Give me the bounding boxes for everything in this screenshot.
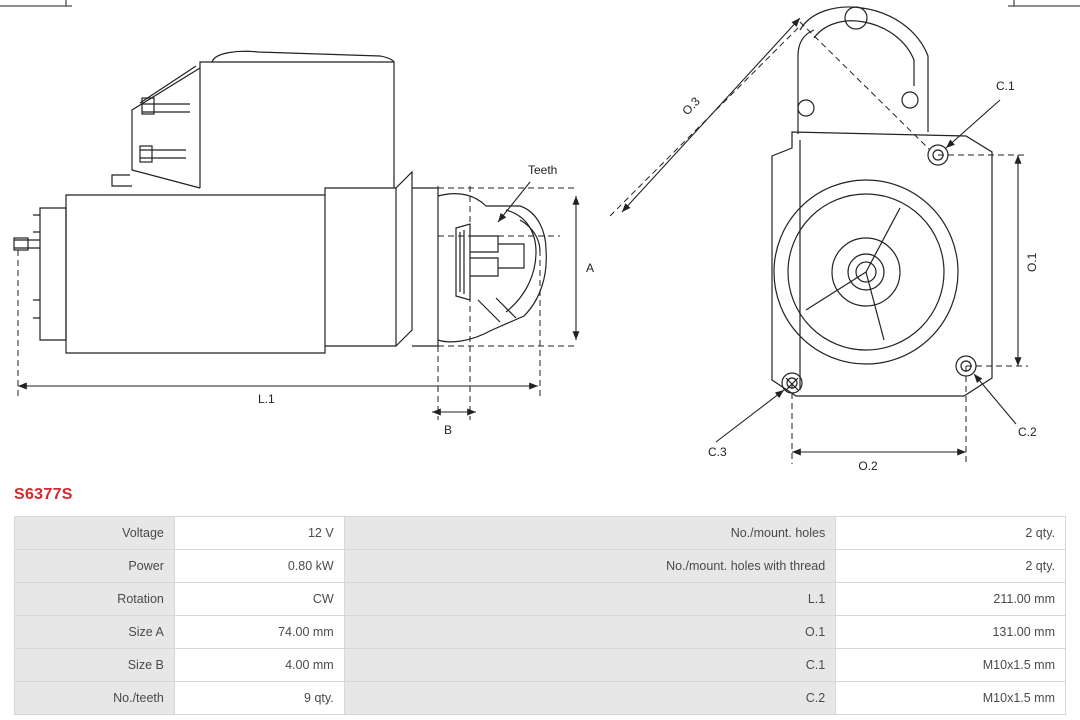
dimension-label-a: A [586,261,595,275]
dimension-label-l1: L.1 [258,392,275,406]
dimension-size-a [576,196,594,340]
spec-value-o1: 131.00 mm [836,616,1066,649]
spec-label-voltage: Voltage [15,517,175,550]
registration-marks [0,0,1080,6]
spec-value-no-teeth: 9 qty. [174,682,344,715]
dimension-o1 [1018,155,1039,366]
side-view-witness-lines [18,186,576,420]
table-row [15,649,1066,682]
starter-side-view [14,51,546,353]
dimension-label-o3: O.3 [679,94,703,118]
spec-label-c1: C.1 [344,649,836,682]
table-row [15,682,1066,715]
dimension-size-b [432,412,476,437]
spec-value-mount-holes: 2 qty. [836,517,1066,550]
callout-c1 [946,79,1015,148]
spec-value-mount-holes-thread: 2 qty. [836,550,1066,583]
dimension-o3 [622,18,800,212]
spec-label-rotation: Rotation [15,583,175,616]
callout-teeth [498,163,557,222]
part-number: S6377S [14,486,73,503]
spec-label-mount-holes: No./mount. holes [344,517,836,550]
dimension-label-o1: O.1 [1025,252,1039,272]
spec-value-size-b: 4.00 mm [174,649,344,682]
spec-label-l1: L.1 [344,583,836,616]
spec-value-rotation: CW [174,583,344,616]
spec-label-no-teeth: No./teeth [15,682,175,715]
table-row [15,583,1066,616]
table-row [15,517,1066,550]
spec-label-power: Power [15,550,175,583]
callout-label-c1: C.1 [996,79,1015,93]
spec-value-c2: M10x1.5 mm [836,682,1066,715]
dimension-label-o2: O.2 [858,459,878,473]
spec-value-size-a: 74.00 mm [174,616,344,649]
spec-value-power: 0.80 kW [174,550,344,583]
callout-label-c2: C.2 [1018,425,1037,439]
callout-label-teeth: Teeth [528,163,558,177]
table-row [15,550,1066,583]
dimension-o2 [792,452,966,473]
dimension-length-l1 [18,386,538,406]
spec-label-size-b: Size B [15,649,175,682]
specifications-table [14,516,1066,715]
spec-value-voltage: 12 V [174,517,344,550]
spec-value-l1: 211.00 mm [836,583,1066,616]
dimension-label-b: B [444,423,453,437]
spec-label-o1: O.1 [344,616,836,649]
callout-c3 [708,390,784,459]
spec-label-mount-holes-thread: No./mount. holes with thread [344,550,836,583]
starter-front-view [772,7,992,396]
spec-label-size-a: Size A [15,616,175,649]
table-row [15,616,1066,649]
spec-value-c1: M10x1.5 mm [836,649,1066,682]
callout-label-c3: C.3 [708,445,727,459]
spec-label-c2: C.2 [344,682,836,715]
front-view-witness-lines [610,22,1028,464]
